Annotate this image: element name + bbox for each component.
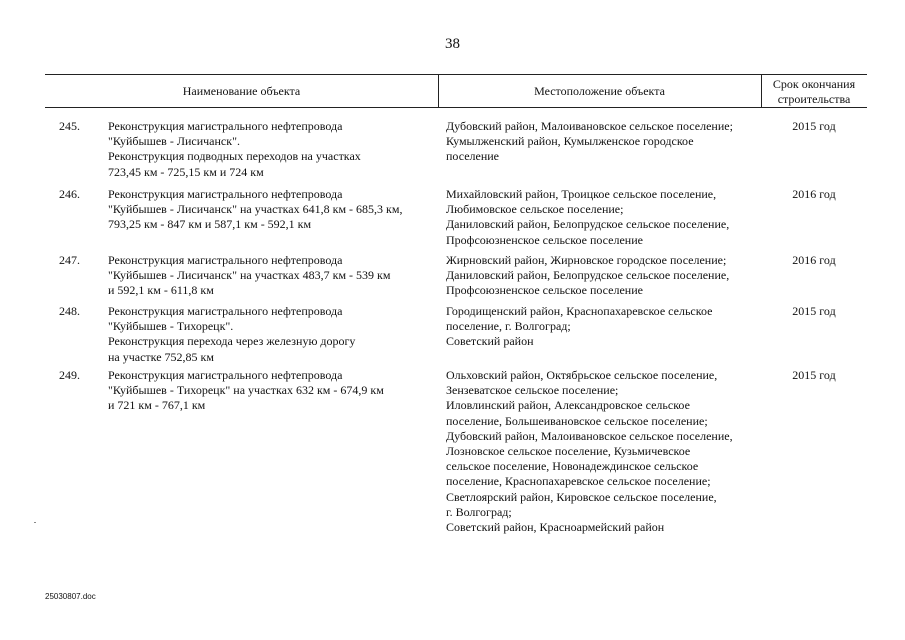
object-location-line: Жирновский район, Жирновское городское поселение;	[446, 253, 727, 267]
object-location-line: Городищенский район, Краснопахаревское сельское	[446, 304, 713, 318]
object-location-line: Иловлинский район, Александровское сельское	[446, 398, 690, 413]
object-name-line: 793,25 км - 847 км и 587,1 км - 592,1 км	[108, 217, 312, 232]
object-location-line: Ольховский район, Октябрьское сельское поселение,	[446, 368, 718, 382]
object-location-line: сельское поселение, Новонадеждинское сельское	[446, 459, 699, 474]
object-location-line: Кумылженский район, Кумылженское городское	[446, 134, 694, 149]
object-location	[446, 187, 756, 248]
header-location: Местоположение объекта	[534, 84, 665, 98]
construction-term: 2015 год	[792, 304, 836, 318]
object-location-line: Даниловский район, Белопрудское сельское поселение,	[446, 217, 730, 232]
object-location-line: Профсоюзненское сельское поселение	[446, 232, 643, 247]
object-name-line: и 592,1 км - 611,8 км	[108, 283, 214, 298]
object-location-line: г. Волгоград;	[446, 504, 512, 519]
object-name-line: Реконструкция подводных переходов на участках	[108, 149, 361, 164]
object-location-line: Дубовский район, Малоивановское сельское поселение;	[446, 119, 733, 133]
object-name-line: Реконструкция магистрального нефтепровода	[108, 119, 343, 133]
object-name	[108, 187, 428, 233]
object-location	[446, 119, 756, 165]
object-location-line: Советский район	[446, 334, 534, 349]
object-location-line: Лозновское сельское поселение, Кузьмичевское	[446, 444, 691, 459]
object-name-line: Реконструкция магистрального нефтепровода	[108, 187, 343, 201]
header-name: Наименование объекта	[182, 84, 301, 98]
object-name	[108, 119, 428, 180]
margin-mark	[34, 522, 36, 523]
object-location	[446, 368, 756, 535]
object-name-line: на участке 752,85 км	[108, 349, 214, 364]
header-term-line: строительства	[777, 92, 851, 106]
objects-table	[45, 74, 867, 535]
object-location-line: Советский район, Красноармейский район	[446, 520, 665, 535]
object-name-line: "Куйбышев - Лисичанск".	[108, 134, 240, 149]
construction-term: 2015 год	[792, 119, 836, 133]
construction-term: 2015 год	[792, 368, 836, 382]
object-name	[108, 253, 428, 299]
object-location-line: Любимовское сельское поселение;	[446, 202, 624, 217]
object-location-line: Зензеватское сельское поселение;	[446, 383, 619, 398]
header-term-line: Срок окончания	[772, 77, 856, 91]
object-location-line: поселение, Большеивановское сельское поселение;	[446, 413, 708, 428]
construction-term: 2016 год	[792, 187, 836, 201]
object-location-line: Дубовский район, Малоивановское сельское поселение,	[446, 428, 733, 443]
table-header	[45, 74, 867, 108]
object-location-line: поселение, Краснопахаревское сельское поселение;	[446, 474, 711, 489]
row-number: 248.	[59, 304, 80, 318]
object-name-line: "Куйбышев - Тихорецк".	[108, 319, 234, 334]
footer-filename: 25030807.doc	[45, 592, 96, 601]
object-location	[446, 304, 756, 350]
object-name-line: "Куйбышев - Лисичанск" на участках 483,7 км - 539 км	[108, 268, 391, 283]
object-name-line: Реконструкция магистрального нефтепровода	[108, 304, 343, 318]
object-name-line: Реконструкция магистрального нефтепровода	[108, 368, 343, 382]
object-name-line: "Куйбышев - Тихорецк" на участках 632 км - 674,9 км	[108, 383, 384, 398]
row-number: 249.	[59, 368, 80, 382]
object-location-line: поселение, г. Волгоград;	[446, 319, 571, 334]
construction-term: 2016 год	[792, 253, 836, 267]
object-location-line: Михайловский район, Троицкое сельское поселение,	[446, 187, 717, 201]
object-location	[446, 253, 756, 299]
object-location-line: Светлоярский район, Кировское сельское поселение,	[446, 489, 717, 504]
object-name	[108, 304, 428, 365]
object-location-line: поселение	[446, 149, 500, 164]
object-location-line: Даниловский район, Белопрудское сельское поселение,	[446, 268, 730, 283]
object-name-line: и 721 км - 767,1 км	[108, 398, 206, 413]
object-name-line: Реконструкция перехода через железную дорогу	[108, 334, 356, 349]
object-name	[108, 368, 428, 414]
page-number: 38	[445, 36, 460, 52]
header-term	[761, 77, 867, 107]
object-name-line: "Куйбышев - Лисичанск" на участках 641,8 км - 685,3 км,	[108, 202, 403, 217]
row-number: 247.	[59, 253, 80, 267]
object-location-line: Профсоюзненское сельское поселение	[446, 283, 643, 298]
object-name-line: 723,45 км - 725,15 км и 724 км	[108, 164, 264, 179]
object-name-line: Реконструкция магистрального нефтепровода	[108, 253, 343, 267]
row-number: 246.	[59, 187, 80, 201]
row-number: 245.	[59, 119, 80, 133]
